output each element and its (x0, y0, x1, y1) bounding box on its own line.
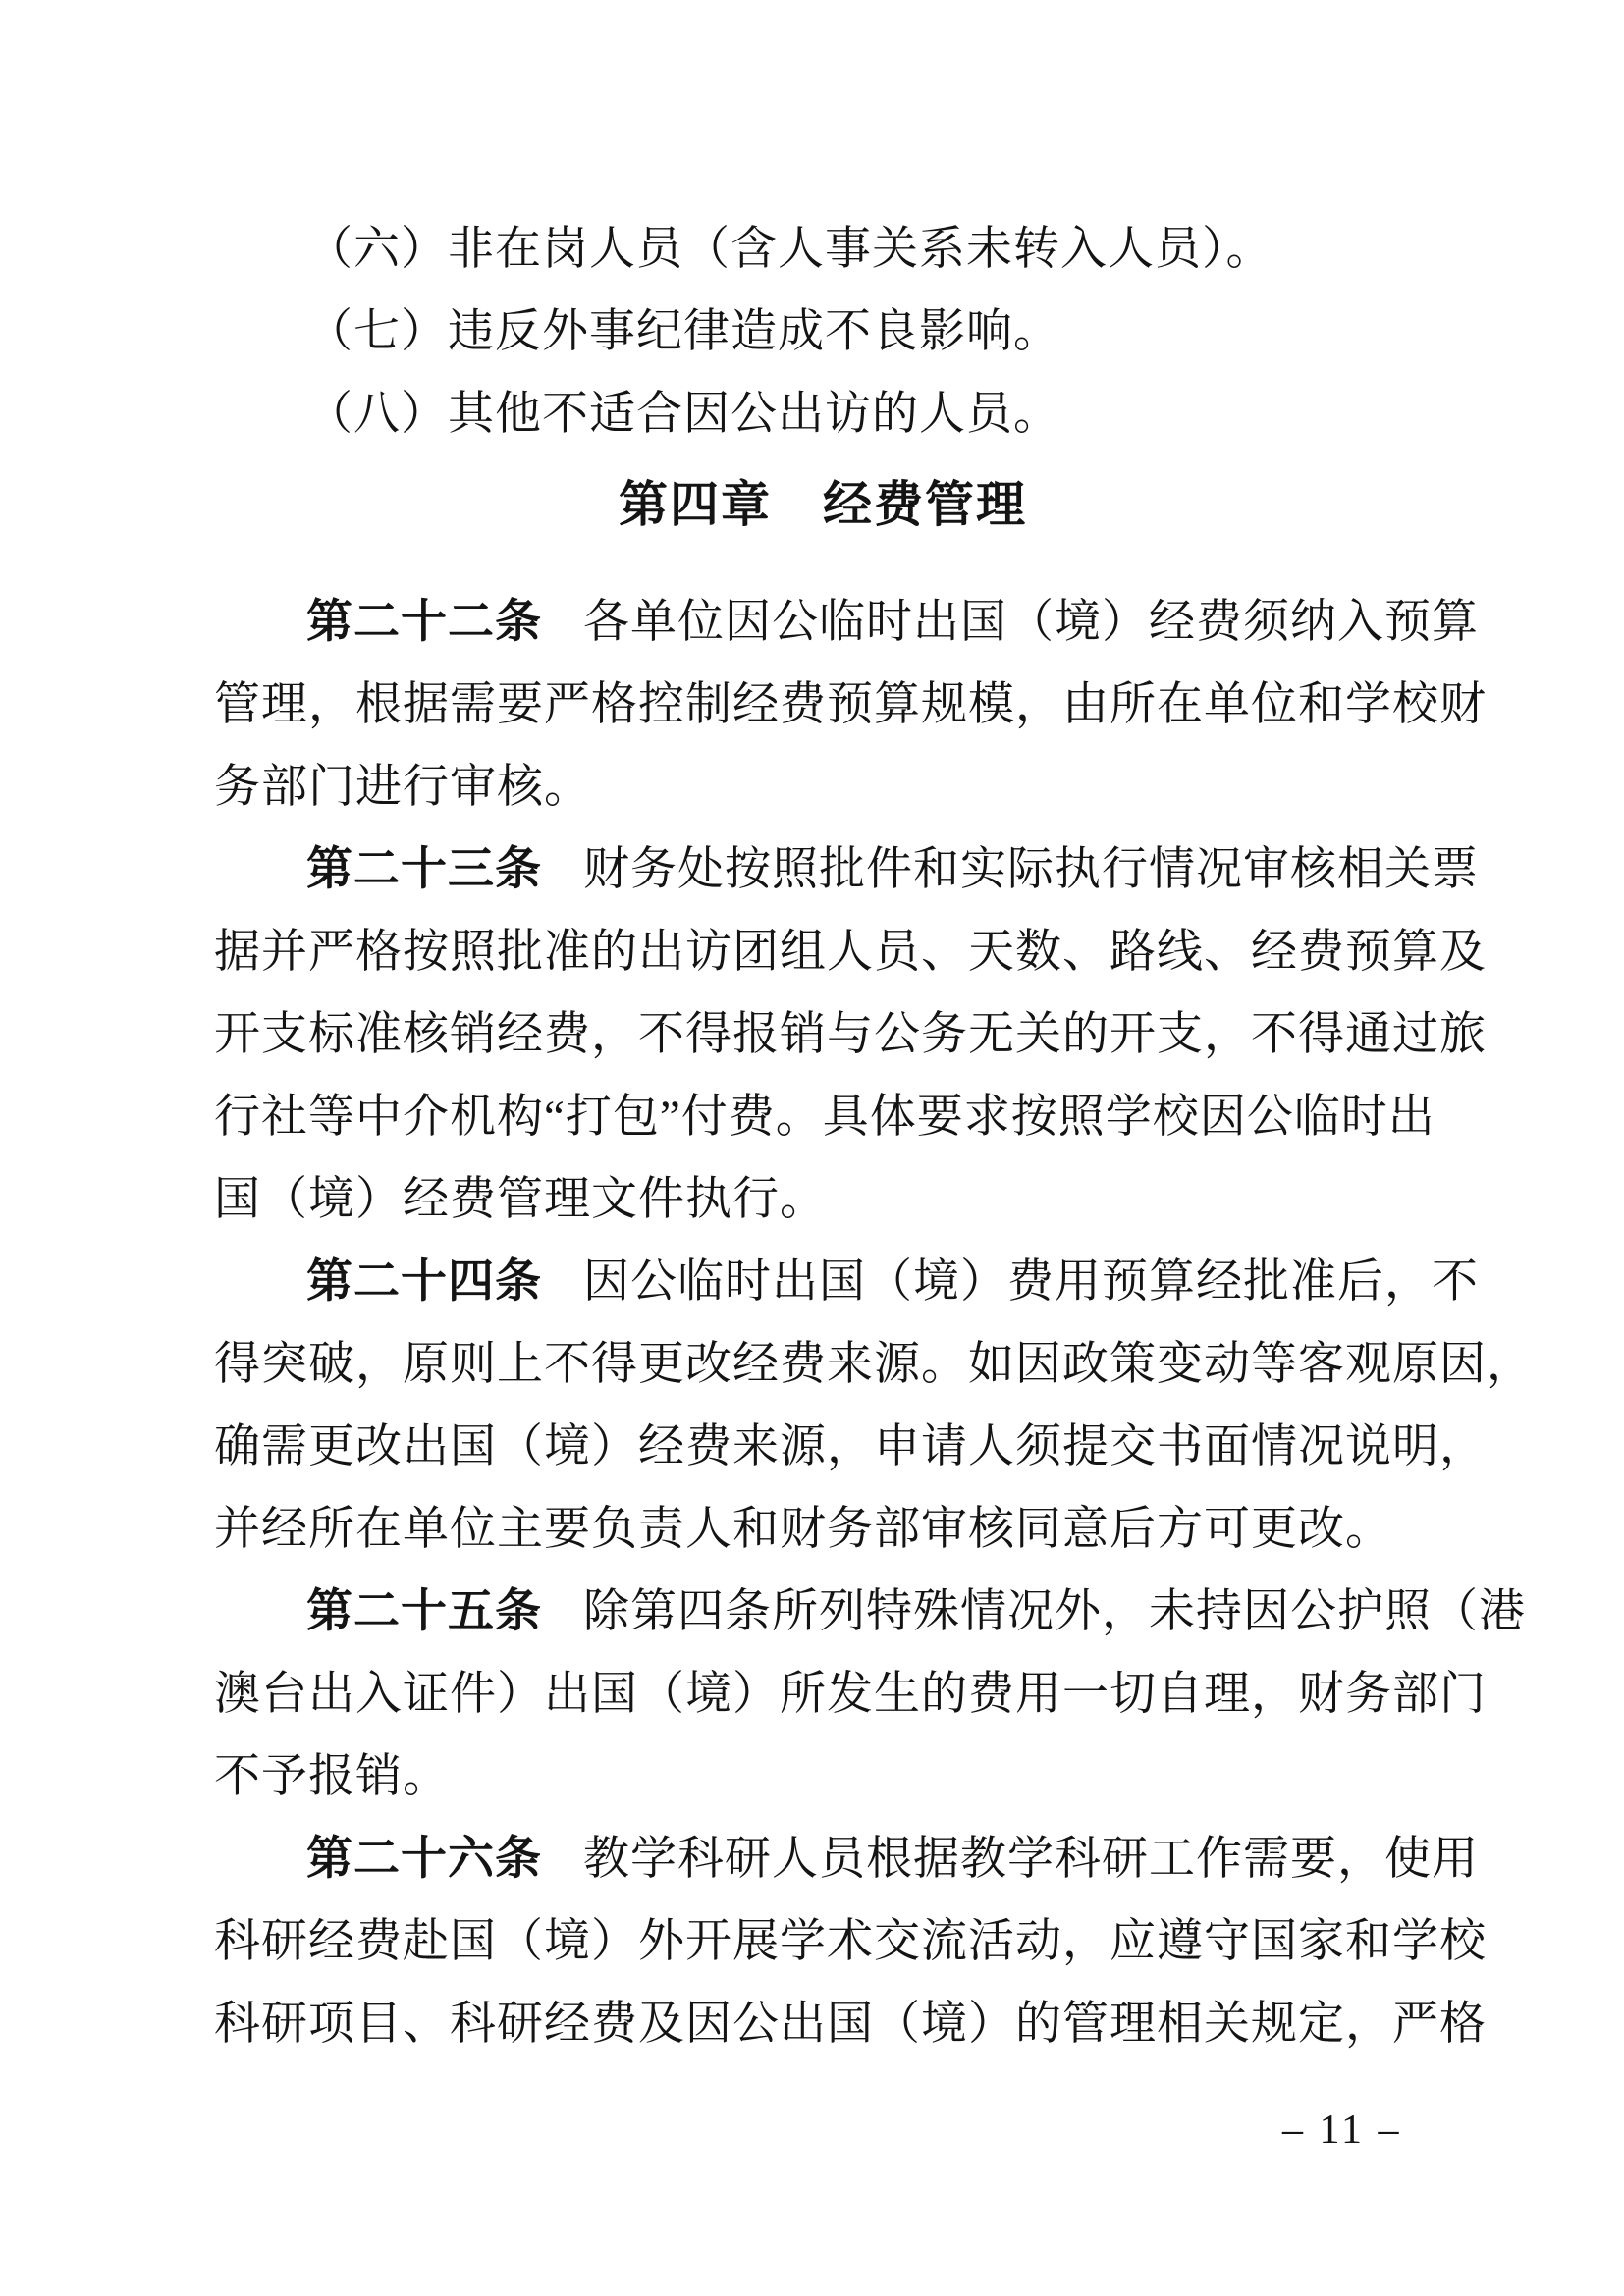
chapter-heading: 第四章 经费管理 (619, 477, 1027, 532)
line-text: 据并严格按照批准的出访团组人员、天数、路线、经费预算及 (214, 927, 1487, 978)
text-line (214, 1983, 1487, 2065)
line-text: （八）其他不适合因公出访的人员。 (306, 389, 1060, 440)
document-body (214, 208, 1534, 2065)
text-line (214, 1571, 1526, 1653)
line-text: 财务处按照批件和实际执行情况审核相关票 (583, 844, 1479, 895)
line-text: 行社等中介机构“打包”付费。具体要求按照学校因公临时出 (214, 1092, 1435, 1143)
article-number-label: 第二十二条 (306, 597, 542, 648)
text-line (214, 373, 1432, 455)
line-text: （七）违反外事纪律造成不良影响。 (306, 306, 1060, 357)
text-line (214, 1818, 1479, 1900)
text-line (214, 291, 1432, 373)
line-text: （六）非在岗人员（含人事关系未转入人员）。 (306, 224, 1273, 275)
text-line (214, 993, 1487, 1076)
line-text: 开支标准核销经费，不得报销与公务无关的开支，不得通过旅 (214, 1009, 1487, 1060)
line-text: 科研经费赴国（境）外开展学术交流活动，应遵守国家和学校 (214, 1916, 1487, 1967)
line-text: 不予报销。 (214, 1751, 450, 1802)
line-text: 因公临时出国（境）费用预算经批准后，不 (583, 1256, 1479, 1308)
text-line (214, 911, 1487, 993)
line-text: 澳台出入证件）出国（境）所发生的费用一切自理，财务部门 (214, 1669, 1487, 1720)
line-text: 除第四条所列特殊情况外，未持因公护照（港 (583, 1586, 1526, 1637)
text-line (214, 828, 1479, 911)
line-text: 教学科研人员根据教学科研工作需要，使用 (583, 1834, 1479, 1885)
text-line (214, 1076, 1435, 1158)
line-text: 务部门进行审核。 (214, 762, 591, 813)
line-text: 各单位因公临时出国（境）经费须纳入预算 (583, 597, 1479, 648)
text-line (214, 1900, 1487, 1983)
text-line (214, 581, 1479, 664)
text-line (214, 208, 1432, 291)
text-line (214, 1653, 1487, 1735)
line-text: 并经所在单位主要负责人和财务部审核同意后方可更改。 (214, 1504, 1392, 1555)
text-line (214, 1158, 1432, 1241)
line-text: 得突破，原则上不得更改经费来源。如因政策变动等客观原因， (214, 1339, 1534, 1390)
text-line (214, 746, 1432, 828)
text-line (214, 1735, 1432, 1818)
article-number-label: 第二十六条 (306, 1834, 542, 1885)
text-line (214, 1241, 1479, 1323)
article-number-label: 第二十三条 (306, 844, 542, 895)
article-number-label: 第二十五条 (306, 1586, 542, 1637)
page-number: – 11 – (1282, 2108, 1402, 2153)
line-text: 确需更改出国（境）经费来源，申请人须提交书面情况说明， (214, 1421, 1487, 1472)
line-text: 国（境）经费管理文件执行。 (214, 1174, 827, 1225)
text-line (214, 1406, 1487, 1488)
line-text: 科研项目、科研经费及因公出国（境）的管理相关规定，严格 (214, 1999, 1487, 2050)
article-number-label: 第二十四条 (306, 1256, 542, 1308)
text-line (214, 1488, 1432, 1571)
text-line (214, 1323, 1534, 1406)
text-line (214, 664, 1487, 746)
line-text: 管理，根据需要严格控制经费预算规模，由所在单位和学校财 (214, 679, 1487, 730)
